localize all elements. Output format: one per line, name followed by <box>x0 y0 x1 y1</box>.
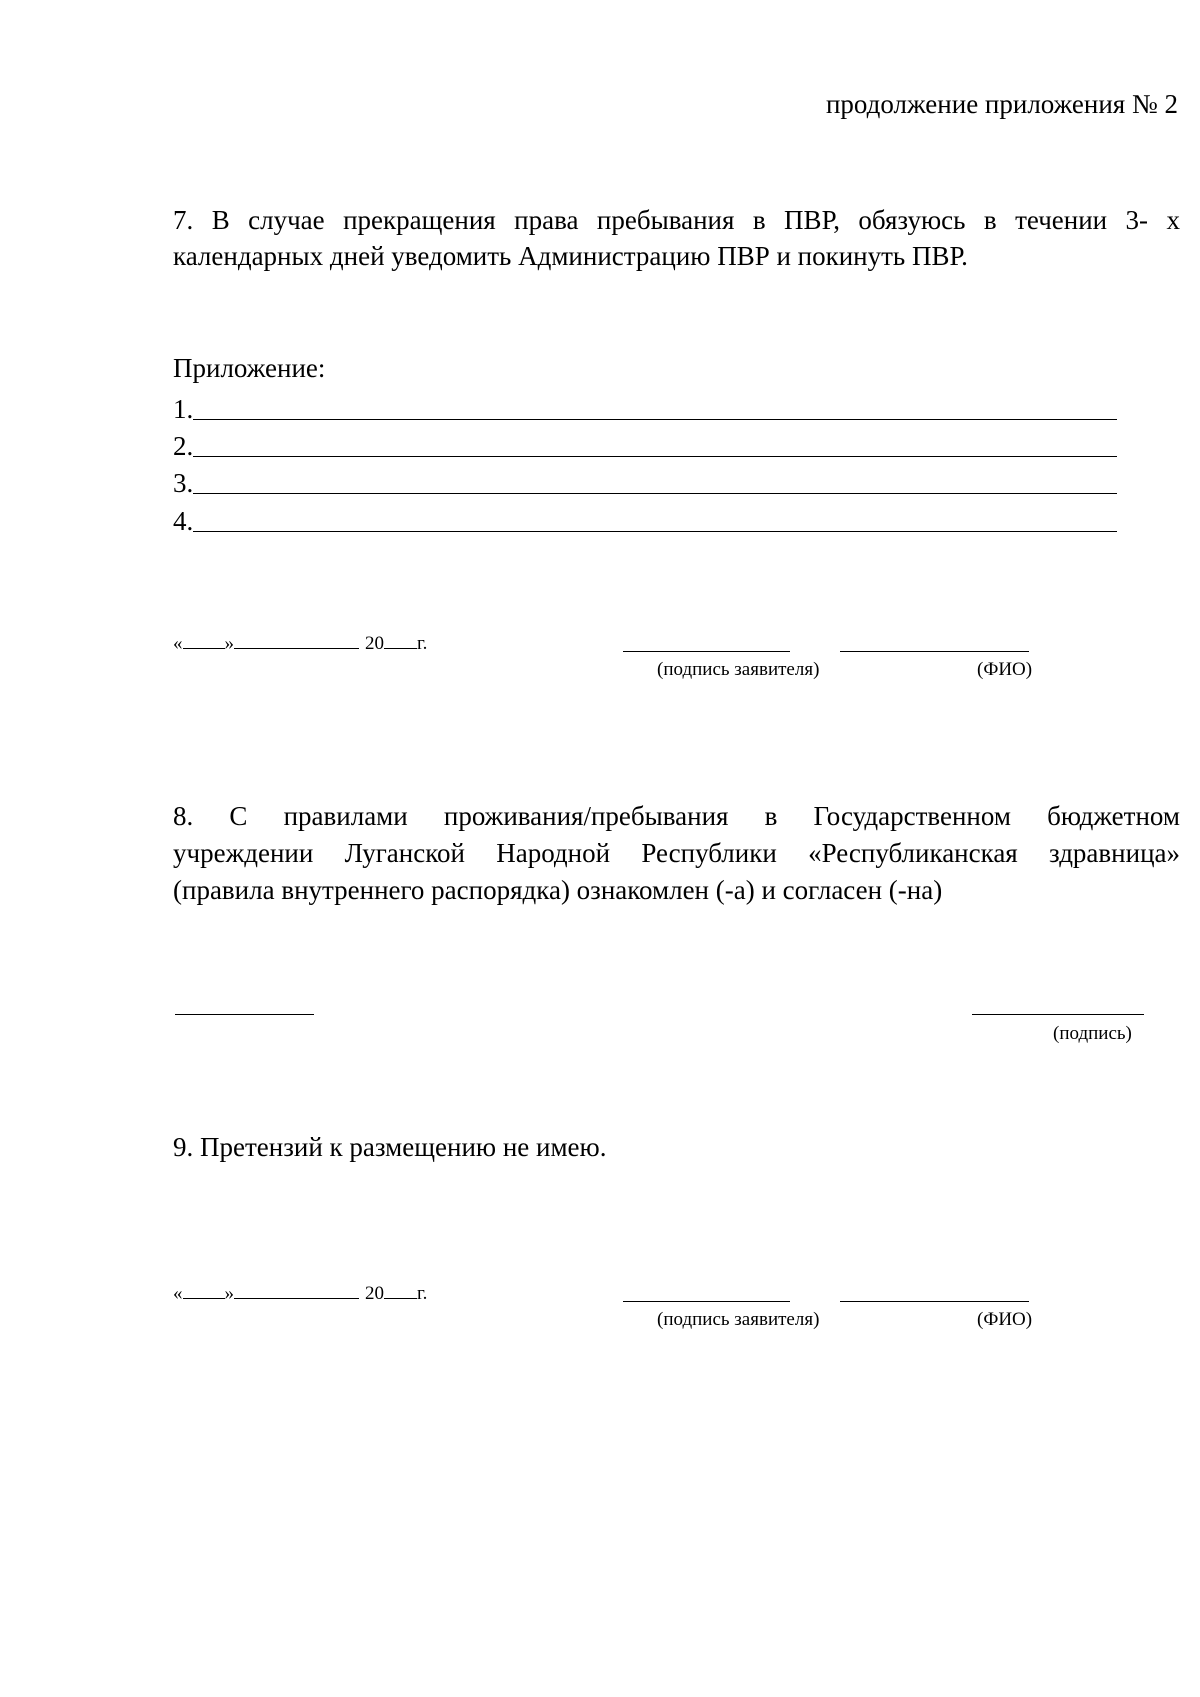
item8-line1: 8. С правилами проживания/пребывания в Государственном бюджетном <box>173 801 1180 831</box>
item8-line2: учреждении Луганской Народной Республики «Республиканская здравница» <box>173 838 1180 868</box>
signature-line <box>623 651 790 652</box>
name-line <box>840 651 1029 652</box>
month-blank <box>234 630 359 649</box>
attachment-number: 3. <box>173 468 194 498</box>
attachment-line-2 <box>193 456 1117 457</box>
attachment-line-4 <box>193 531 1117 532</box>
signature-line <box>623 1301 790 1302</box>
attachment-line-3 <box>193 493 1117 494</box>
signature-caption: (подпись) <box>1053 1023 1132 1044</box>
year-prefix: 20 <box>365 1283 384 1304</box>
name-caption: (ФИО) <box>977 1309 1033 1330</box>
signature-caption: (подпись заявителя) <box>657 659 820 680</box>
year-suffix: г. <box>417 1283 428 1304</box>
year-blank <box>384 630 417 649</box>
open-quote: « <box>173 1283 183 1304</box>
date-field <box>173 1280 427 1306</box>
close-quote: » <box>224 1283 234 1304</box>
month-blank <box>234 1280 359 1299</box>
attachment-number: 4. <box>173 506 194 536</box>
item7-line1: 7. В случае прекращения права пребывания в ПВР, обязуюсь в течении 3- х <box>173 205 1180 235</box>
day-blank <box>183 630 225 649</box>
item8-line3: (правила внутреннего распорядка) ознакомлен (-а) и согласен (-на) <box>173 875 943 905</box>
day-blank <box>183 1280 225 1299</box>
year-suffix: г. <box>417 633 428 654</box>
name-caption: (ФИО) <box>977 659 1033 680</box>
date-line <box>175 1014 314 1015</box>
year-blank <box>384 1280 417 1299</box>
date-field <box>173 630 427 656</box>
item9-text: 9. Претензий к размещению не имею. <box>173 1132 607 1162</box>
attachments-heading: Приложение: <box>173 353 326 383</box>
signature-line <box>972 1014 1144 1015</box>
year-prefix: 20 <box>365 633 384 654</box>
attachment-number: 1. <box>173 394 194 424</box>
item7-line2: календарных дней уведомить Администрацию ПВР и покинуть ПВР. <box>173 241 968 271</box>
attachment-line-1 <box>193 419 1117 420</box>
open-quote: « <box>173 633 183 654</box>
name-line <box>840 1301 1029 1302</box>
continuation-header: продолжение приложения № 2 <box>825 89 1178 119</box>
attachment-number: 2. <box>173 431 194 461</box>
close-quote: » <box>224 633 234 654</box>
signature-caption: (подпись заявителя) <box>657 1309 820 1330</box>
